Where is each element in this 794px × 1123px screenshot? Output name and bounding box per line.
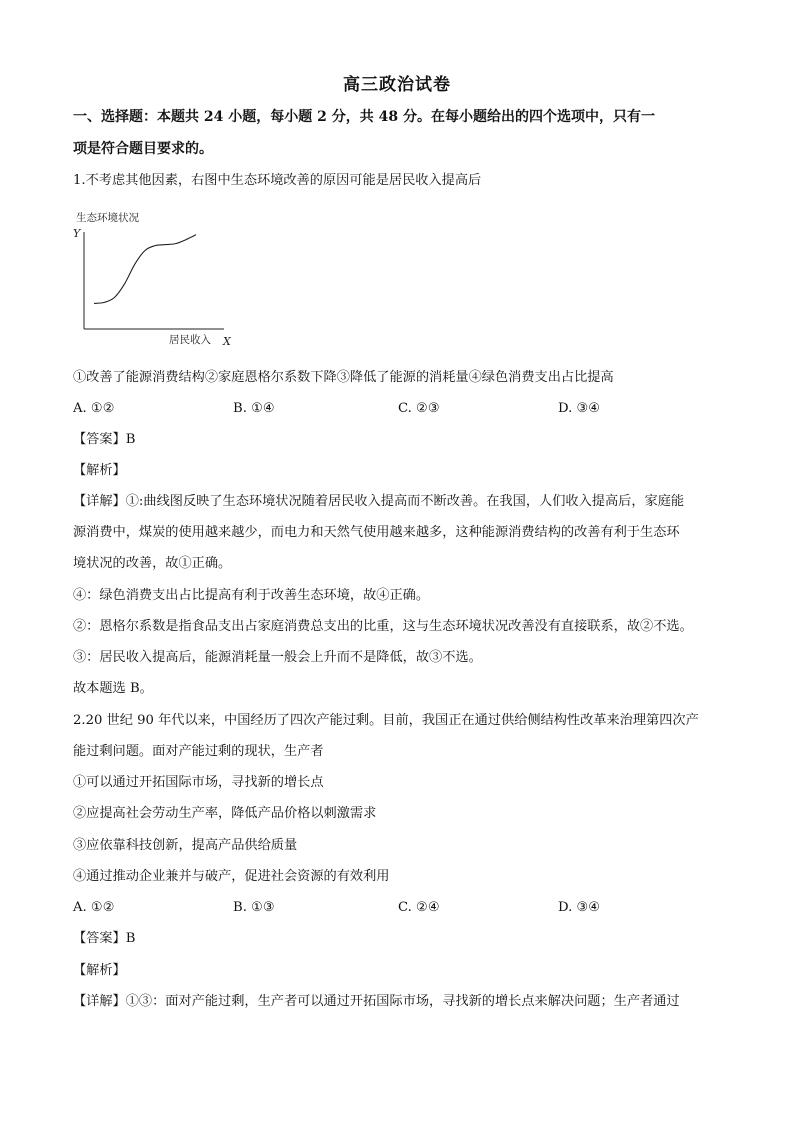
q1-detail-line: ②：恩格尔系数是指食品支出占家庭消费总支出的比重，这与生态环境状况改善没有直接联系，故②不选。 <box>73 619 693 634</box>
q2-stem-line: 2.20 世纪 90 年代以来，中国经历了四次产能过剩。目前，我国正在通过供给侧结构性改革来治理第四次产 <box>73 713 699 728</box>
q1-option-a: A. ①② <box>73 401 115 416</box>
q1-answer: 【答案】B <box>73 432 136 447</box>
chart-series-line <box>94 235 196 304</box>
q1-conclusion: 故本题选 B。 <box>73 681 153 696</box>
q1-option-d: D. ③④ <box>558 401 601 416</box>
section-instruction-line-2: 项是符合题目要求的。 <box>73 141 213 157</box>
chart-title: 生态环境状况 <box>76 212 139 224</box>
chart-y-axis-label: Y <box>73 227 81 240</box>
q2-statement: ③应依靠科技创新，提高产品供给质量 <box>73 838 298 853</box>
q2-statement: ②应提高社会劳动生产率，降低产品价格以刺激需求 <box>73 806 377 821</box>
q2-statement: ④通过推动企业兼并与破产，促进社会资源的有效利用 <box>73 869 390 884</box>
q1-chart <box>72 205 242 347</box>
q2-option-c: C. ②④ <box>398 900 440 915</box>
q2-stem-line: 能过剩问题。面对产能过剩的现状，生产者 <box>73 744 324 759</box>
q2-option-a: A. ①② <box>73 900 115 915</box>
q1-detail-line: ③：居民收入提高后，能源消耗量一般会上升而不是降低，故③不选。 <box>73 650 482 665</box>
q1-detail-line: ④：绿色消费支出占比提高有利于改善生态环境，故④正确。 <box>73 588 430 603</box>
q1-stem: 1.不考虑其他因素，右图中生态环境改善的原因可能是居民收入提高后 <box>73 173 482 188</box>
section-instruction-line-1: 一、选择题：本题共 24 小题，每小题 2 分，共 48 分。在每小题给出的四个选项中，只有一 <box>73 109 655 125</box>
q2-statement: ①可以通过开拓国际市场，寻找新的增长点 <box>73 775 324 790</box>
page-title: 高三政治试卷 <box>343 75 451 95</box>
chart-x-axis-symbol: X <box>223 335 231 347</box>
q1-detail-line: 源消费中，煤炭的使用越来越少，而电力和天然气使用越来越多，这种能源消费结构的改善有利于生态环 <box>73 525 680 540</box>
chart-x-axis-label: 居民收入 <box>169 334 211 346</box>
q2-option-d: D. ③④ <box>558 900 601 915</box>
q2-detail-line: 【详解】①③：面对产能过剩，生产者可以通过开拓国际市场，寻找新的增长点来解决问题；生产者通过 <box>73 994 680 1009</box>
q1-option-c: C. ②③ <box>398 401 440 416</box>
q1-detail-line: 【详解】①:曲线图反映了生态环境状况随着居民收入提高而不断改善。在我国，人们收入提高后，家庭能 <box>73 494 685 509</box>
q1-detail-line: 境状况的改善，故①正确。 <box>73 556 232 571</box>
q2-answer: 【答案】B <box>73 931 136 946</box>
q1-analysis-label: 【解析】 <box>73 463 126 478</box>
q1-option-b: B. ①④ <box>233 401 275 416</box>
q2-analysis-label: 【解析】 <box>73 963 126 978</box>
q1-statements: ①改善了能源消费结构②家庭恩格尔系数下降③降低了能源的消耗量④绿色消费支出占比提高 <box>73 370 614 385</box>
q2-option-b: B. ①③ <box>233 900 275 915</box>
